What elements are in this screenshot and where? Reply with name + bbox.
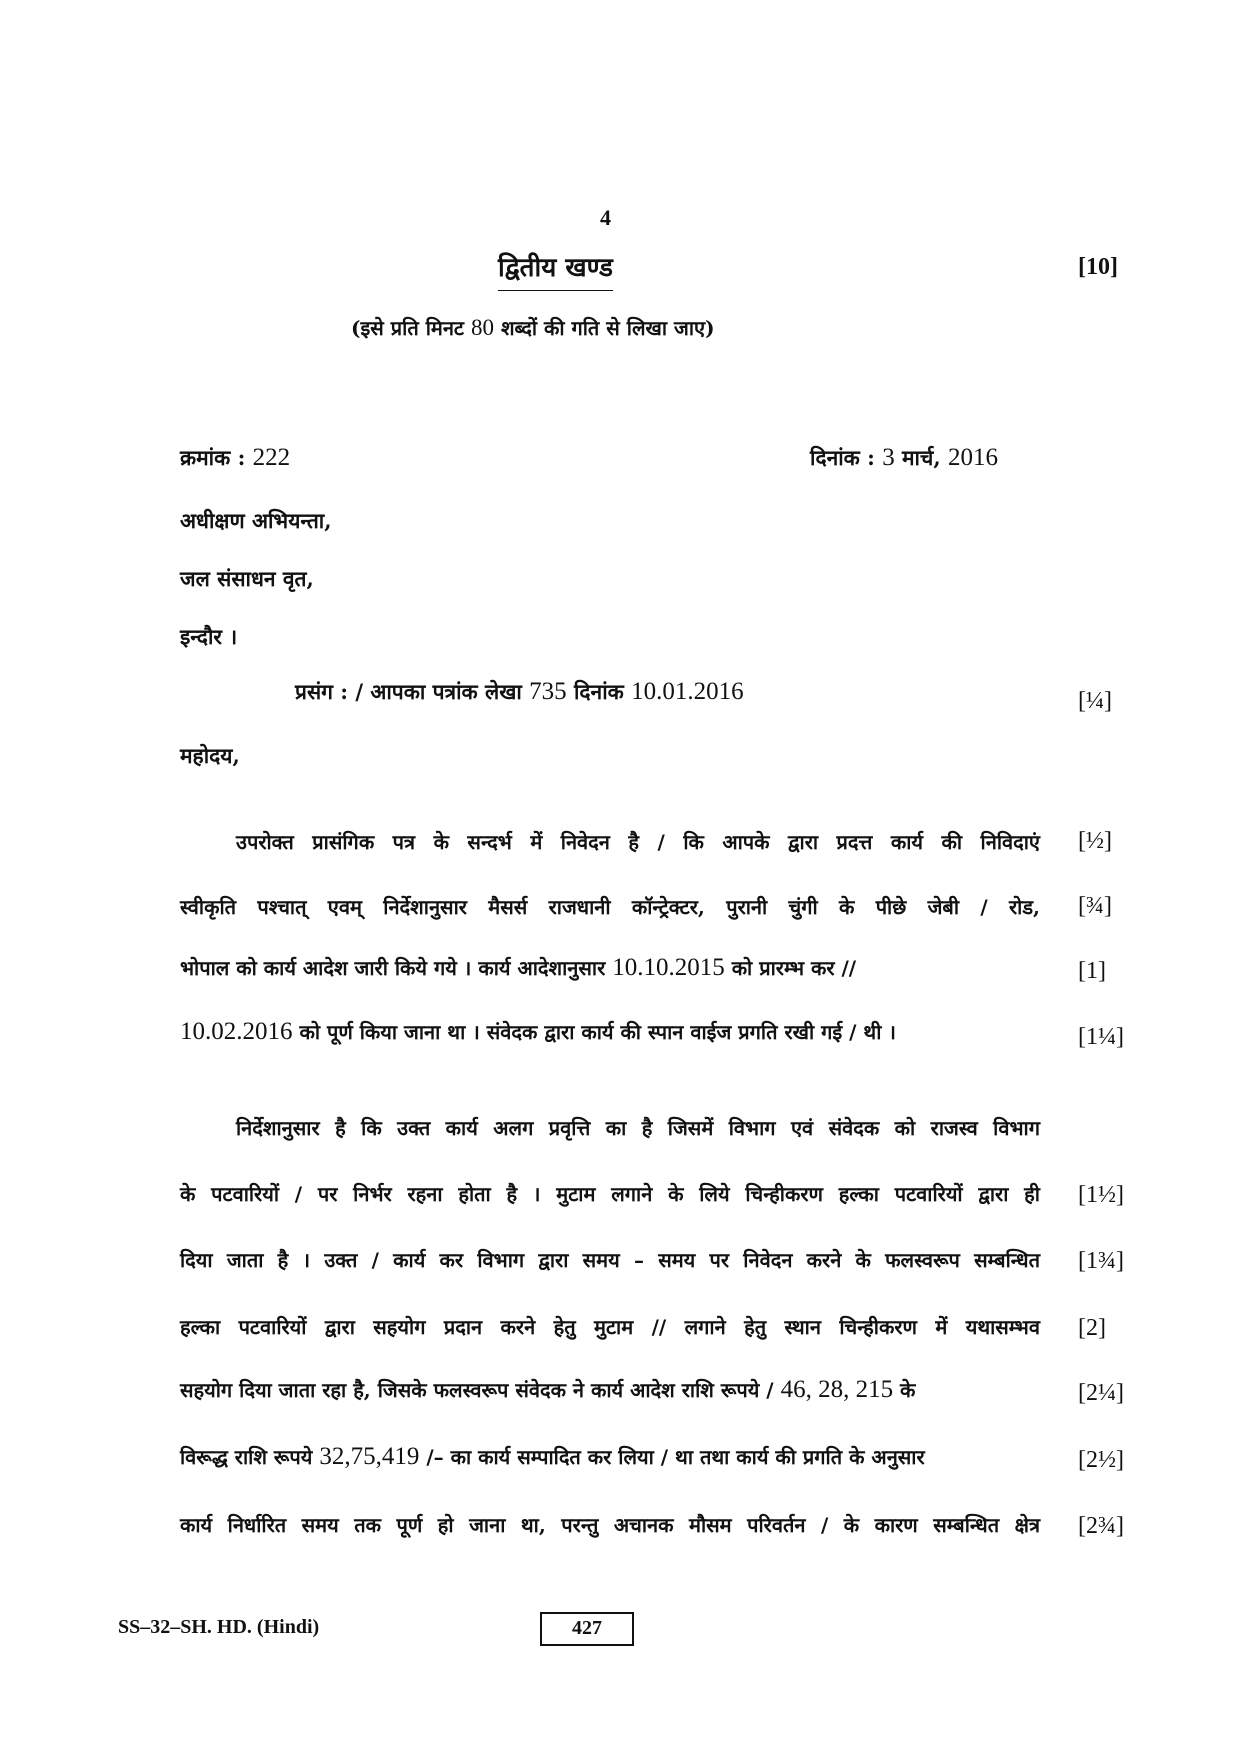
para2-line-3-marks: [1¾]	[1078, 1248, 1124, 1274]
section-marks: [10]	[1078, 254, 1118, 280]
address-line-1: अधीक्षण अभियन्ता,	[180, 508, 332, 533]
para1-line-4-marks: [1¼]	[1078, 1024, 1124, 1050]
para2-line-5: सहयोग दिया जाता रहा है, जिसके फलस्वरूप संवेदक ने कार्य आदेश राशि रूपये / 46, 28, 215 के	[180, 1376, 916, 1403]
para1-line-1-marks: [½]	[1078, 828, 1112, 854]
para2-line-6-marks: [2½]	[1078, 1447, 1124, 1473]
page-box-number: 427	[540, 1612, 634, 1646]
para2-line-7: कार्य निर्धारित समय तक पूर्ण हो जाना था, परन्तु अचानक मौसम परिवर्तन / के कारण सम्बन्धित क्षेत्र	[180, 1513, 1040, 1537]
para2-line-2: के पटवारियों / पर निर्भर रहना होता है । मुटाम लगाने के लिये चिन्हीकरण हल्का पटवारियों द्वारा ही	[180, 1182, 1040, 1206]
para2-line-4-marks: [2]	[1078, 1315, 1106, 1341]
para2-line-6: विरूद्ध राशि रूपये 32,75,419 /– का कार्य सम्पादित कर लिया / था तथा कार्य की प्रगति के अनुसार	[180, 1443, 925, 1470]
paper-code: SS–32–SH. HD. (Hindi)	[118, 1616, 320, 1638]
para1-line-2-marks: [¾]	[1078, 893, 1112, 919]
para1-line-3: भोपाल को कार्य आदेश जारी किये गये । कार्य आदेशानुसार 10.10.2015 को प्रारम्भ कर //	[180, 954, 857, 981]
address-line-2: जल संसाधन वृत,	[180, 566, 314, 591]
subject-marks: [¼]	[1078, 688, 1112, 714]
para2-line-1: निर्देशानुसार है कि उक्त कार्य अलग प्रवृत्ति का है जिसमें विभाग एवं संवेदक को राजस्व विभाग	[236, 1116, 1040, 1140]
para2-line-7-marks: [2¾]	[1078, 1513, 1124, 1539]
subject-line: प्रसंग : / आपका पत्रांक लेखा 735 दिनांक 10.01.2016	[295, 678, 744, 705]
section-title: द्वितीय खण्ड	[498, 248, 613, 291]
dictation-instruction: (इसे प्रति मिनट 80 शब्दों की गति से लिखा जाए)	[351, 315, 715, 340]
para1-line-3-marks: [1]	[1078, 958, 1106, 984]
address-line-3: इन्दौर ।	[180, 624, 238, 649]
para2-line-5-marks: [2¼]	[1078, 1380, 1124, 1406]
letter-date: दिनांक : 3 मार्च, 2016	[810, 444, 998, 471]
para2-line-4: हल्का पटवारियों द्वारा सहयोग प्रदान करने हेतु मुटाम // लगाने हेतु स्थान चिन्हीकरण में यथासम्भव	[180, 1315, 1040, 1339]
para2-line-2-marks: [1½]	[1078, 1182, 1124, 1208]
serial-number: क्रमांक : 222	[180, 444, 291, 471]
para1-line-2: स्वीकृति पश्चात् एवम् निर्देशानुसार मैसर्स राजधानी कॉन्ट्रेक्टर, पुरानी चुंगी के पीछे जेबी / रोड,	[180, 895, 1040, 919]
page-number: 4	[600, 205, 611, 230]
salutation: महोदय,	[180, 743, 240, 768]
para2-line-3: दिया जाता है । उक्त / कार्य कर विभाग द्वारा समय – समय पर निवेदन करने के फलस्वरूप सम्बन्धित	[180, 1248, 1040, 1272]
para1-line-4: 10.02.2016 को पूर्ण किया जाना था । संवेदक द्वारा कार्य की स्पान वाईज प्रगति रखी गई / थी ।	[180, 1018, 896, 1045]
para1-line-1: उपरोक्त प्रासंगिक पत्र के सन्दर्भ में निवेदन है / कि आपके द्वारा प्रदत्त कार्य की निविदाएं	[236, 830, 1040, 854]
